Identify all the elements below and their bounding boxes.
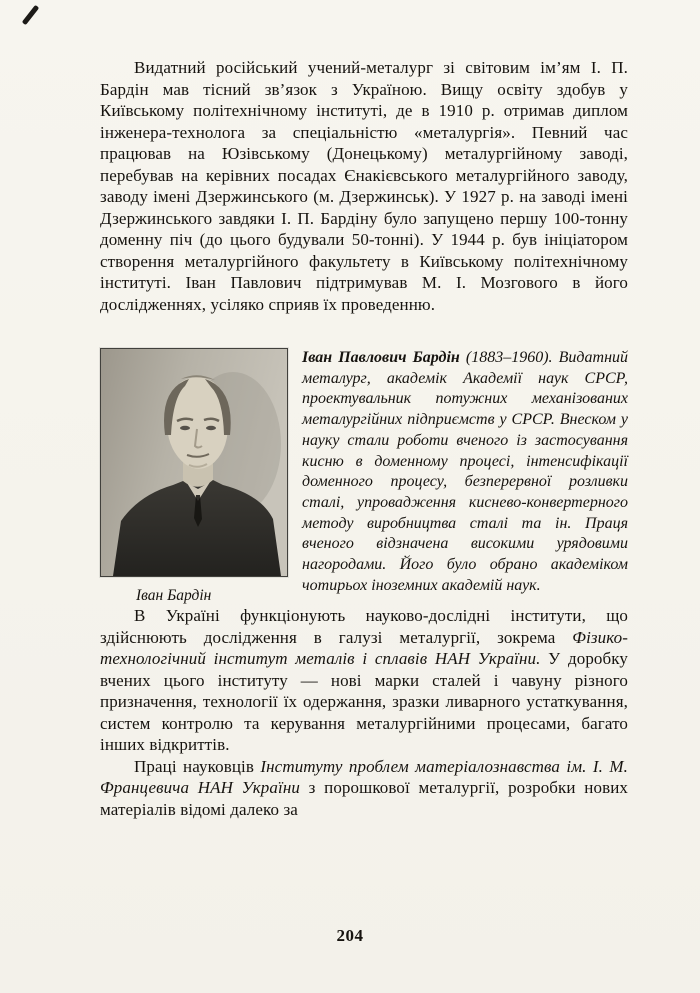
- page-number: 204: [336, 926, 364, 945]
- bio-years: (1883–1960).: [465, 349, 553, 366]
- bio-description: Видатний металург, академік Академії наук СРСР, проектувальник потужних механізованих металургійних підприємств у СРСР. Внеском у науку стали роботи вченого із застосування кисню в доменному процесі, інтенсифікації доменного процесу, безперервної розливки сталі, упровадження киснево-конвертерного методу виробництва сталі та ін. Праця вченого відзначена високими урядовими нагородами. Його було обрано академіком чотирьох іноземних академій наук.: [302, 349, 628, 594]
- paragraph-materials-rest: з порошкової металургії, розробки нових матеріалів відомі далеко за: [100, 778, 628, 819]
- paragraph-institutes: [100, 605, 628, 756]
- portrait-illustration: [101, 349, 287, 576]
- paragraph-intro: Видатний російський учений-металург зі світовим ім’ям І. П. Бардін мав тісний зв’язок з Україною. Вищу освіту здобув у Київському політехнічному інституті, де в 1910 р. отримав диплом інженера-технолога за спеціальністю «металургія». Певний час працював на Юзівському (Донецькому) металургійному заводі, перебував на керівних посадах Єнакієвського металургійного заводу, заводу імені Дзержинського (м. Дзержинськ). У 1927 р. на заводі імені Дзержинського завдяки І. П. Бардіну було запущено першу 100-тонну доменну піч (до цього будували 50-тонні). У 1944 р. був ініціатором створення металургійного факультету в Київському політехнічному інституті. Іван Павлович підтримував М. І. Мозгового в його дослідженнях, усіляко сприяв їх проведенню.: [100, 58, 628, 314]
- paragraph-materials-lead: Праці науковців: [134, 756, 261, 776]
- scan-corner-artifact: [22, 5, 39, 25]
- paragraph-institutes-rest: У доробку вчених цього інституту — нові марки сталей і чавуну різного призначення, технології їх одержання, зразки ливарного устаткування, систем контролю та керування металургійними процесами, багато інших відкриттів.: [100, 649, 629, 754]
- photo-caption: Іван Бардін: [136, 587, 212, 604]
- paragraph-materials-italic: Інституту проблем матеріалознавства ім. І. М. Францевича НАН України: [100, 756, 628, 797]
- photo-column: [100, 348, 288, 605]
- paragraph-materials: [100, 756, 628, 821]
- portrait-photo: [100, 348, 288, 577]
- page-content: [100, 57, 628, 820]
- bio-text: [302, 348, 628, 596]
- bio-section: [100, 348, 628, 605]
- bio-name: Іван Павлович Бардін: [302, 349, 460, 366]
- paragraph-institutes-italic: Фізико-технологічний інститут металів і сплавів НАН України.: [100, 627, 628, 668]
- paragraph-institutes-lead: В Україні функціонують науково-дослідні інститути, що здійснюють дослідження в галузі металургії, зокрема: [100, 606, 628, 647]
